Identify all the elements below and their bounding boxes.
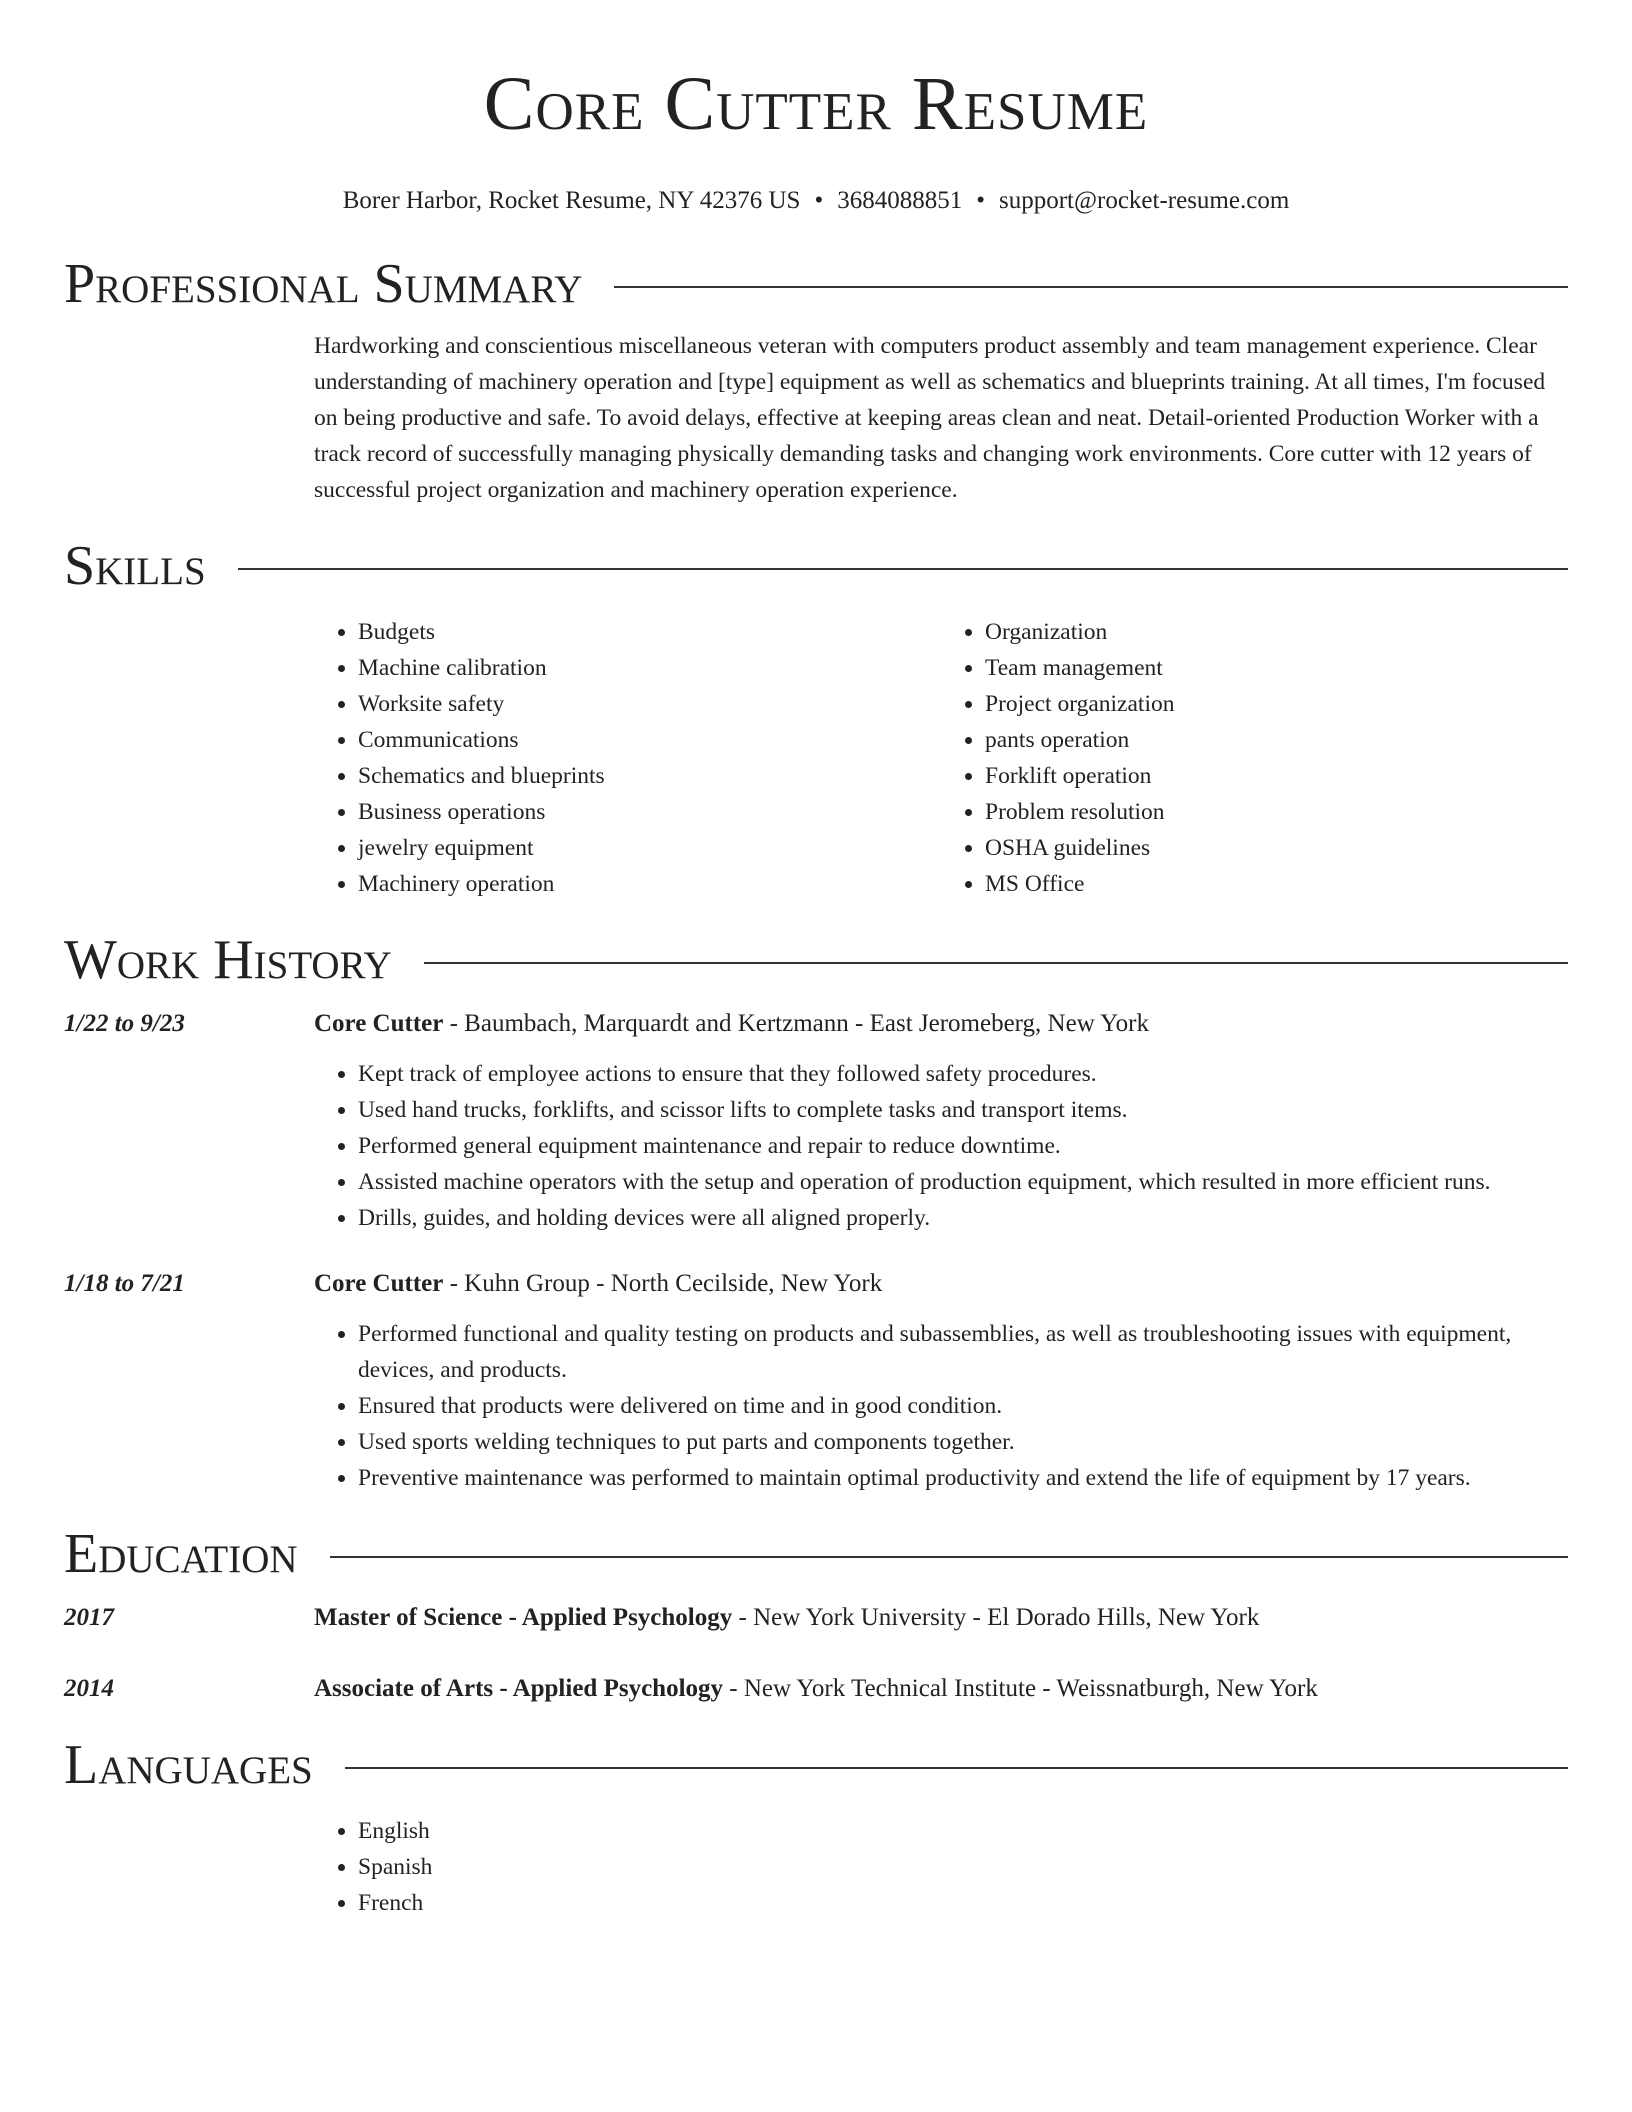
skills-left-column: [314, 614, 941, 902]
languages-heading: Languages: [64, 1734, 313, 1796]
language-item: • English: [358, 1813, 1568, 1849]
job-bullet: • Assisted machine operators with the setup and operation of production equipment, which resulted in more efficient runs.: [358, 1164, 1568, 1200]
contact-email: support@rocket-resume.com: [998, 187, 1290, 214]
job-bullet: • Performed general equipment maintenance and repair to reduce downtime.: [358, 1128, 1568, 1164]
skill-item: • Machine calibration: [358, 650, 941, 686]
skill-item: • Schematics and blueprints: [358, 758, 941, 794]
skill-item: • MS Office: [985, 866, 1568, 902]
language-item: • Spanish: [358, 1849, 1568, 1885]
skill-item: • Communications: [358, 722, 941, 758]
skill-item: • Budgets: [358, 614, 941, 650]
education-heading: Education: [64, 1523, 298, 1585]
job-bullet: • Drills, guides, and holding devices were all aligned properly.: [358, 1200, 1568, 1236]
skills-heading: Skills: [64, 535, 206, 597]
section-divider: [238, 568, 1568, 570]
section-divider: [330, 1556, 1568, 1558]
education-title-line: [314, 1671, 1318, 1707]
section-divider: [614, 286, 1568, 288]
skill-item: • Organization: [985, 614, 1568, 650]
job-bullet: • Used sports welding techniques to put parts and components together.: [358, 1424, 1568, 1460]
summary-section-header: [64, 252, 1568, 316]
skill-item: • OSHA guidelines: [985, 830, 1568, 866]
job-title: Core Cutter: [314, 1010, 444, 1037]
job-bullet: • Performed functional and quality testing on products and subassemblies, as well as troubleshooting issues with equipment, devices, and products.: [358, 1316, 1568, 1388]
work-section-header: [64, 928, 1568, 992]
skill-item: • Machinery operation: [358, 866, 941, 902]
contact-line: [64, 186, 1568, 216]
skill-item: • Problem resolution: [985, 794, 1568, 830]
skill-item: • Project organization: [985, 686, 1568, 722]
education-degree: Master of Science - Applied Psychology: [314, 1604, 733, 1631]
job-bullets: [314, 1316, 1568, 1496]
skill-item: • Business operations: [358, 794, 941, 830]
resume-title: Core Cutter Resume: [483, 62, 1149, 146]
job-title-line: [314, 1006, 1149, 1042]
education-degree: Associate of Arts - Applied Psychology: [314, 1675, 724, 1702]
job-bullet: • Preventive maintenance was performed to maintain optimal productivity and extend the life of equipment by 17 years.: [358, 1460, 1568, 1496]
job-bullet: • Ensured that products were delivered on time and in good condition.: [358, 1388, 1568, 1424]
languages-section-header: [64, 1733, 1568, 1797]
skill-item: • Worksite safety: [358, 686, 941, 722]
job-entry: [64, 1266, 1568, 1302]
languages-content: [314, 1813, 1568, 1921]
work-heading: Work History: [64, 929, 392, 991]
skills-right-column: [941, 614, 1568, 902]
summary-heading: Professional Summary: [64, 253, 583, 315]
education-date: 2017: [64, 1604, 114, 1631]
education-details: - New York University - El Dorado Hills, New York: [732, 1604, 1260, 1631]
skill-item: • Forklift operation: [985, 758, 1568, 794]
contact-phone: 3684088851: [837, 187, 963, 214]
summary-content: [314, 328, 1568, 508]
job-bullet: • Kept track of employee actions to ensure that they followed safety procedures.: [358, 1056, 1568, 1092]
section-divider: [424, 962, 1568, 964]
contact-address: Borer Harbor, Rocket Resume, NY 42376 US: [342, 187, 801, 214]
skill-item: • Team management: [985, 650, 1568, 686]
skills-section-header: [64, 534, 1568, 598]
job-title-line: [314, 1266, 882, 1302]
contact-separator: •: [976, 187, 985, 214]
summary-text: Hardworking and conscientious miscellaneous veteran with computers product assembly and team management experience. Clear understanding of machinery operation and [type] equipment as well as schematics and blueprints training. At all times, I'm focused on being productive and safe. To avoid delays, effective at keeping areas clean and neat. Detail-oriented Production Worker with a track record of successfully managing physically demanding tasks and changing work environments. Core cutter with 12 years of successful project organization and machinery operation experience.: [314, 333, 1546, 503]
education-entry: [64, 1671, 1568, 1707]
job-date: 1/22 to 9/23: [64, 1010, 185, 1037]
skill-item: • jewelry equipment: [358, 830, 941, 866]
job-bullets: [314, 1056, 1568, 1236]
skill-item: • pants operation: [985, 722, 1568, 758]
contact-separator: •: [814, 187, 824, 214]
education-title-line: [314, 1600, 1259, 1636]
education-date: 2014: [64, 1675, 114, 1702]
education-details: - New York Technical Institute - Weissnatburgh, New York: [723, 1675, 1318, 1702]
job-details: - Kuhn Group - North Cecilside, New York: [443, 1270, 883, 1297]
job-title: Core Cutter: [314, 1270, 444, 1297]
language-item: • French: [358, 1885, 1568, 1921]
skills-grid: [314, 614, 1568, 902]
job-entry: [64, 1006, 1568, 1042]
education-section-header: [64, 1522, 1568, 1586]
job-bullet: • Used hand trucks, forklifts, and scissor lifts to complete tasks and transport items.: [358, 1092, 1568, 1128]
education-entry: [64, 1600, 1568, 1636]
job-date: 1/18 to 7/21: [64, 1270, 185, 1297]
job-details: - Baumbach, Marquardt and Kertzmann - East Jeromeberg, New York: [443, 1010, 1149, 1037]
section-divider: [345, 1767, 1568, 1769]
